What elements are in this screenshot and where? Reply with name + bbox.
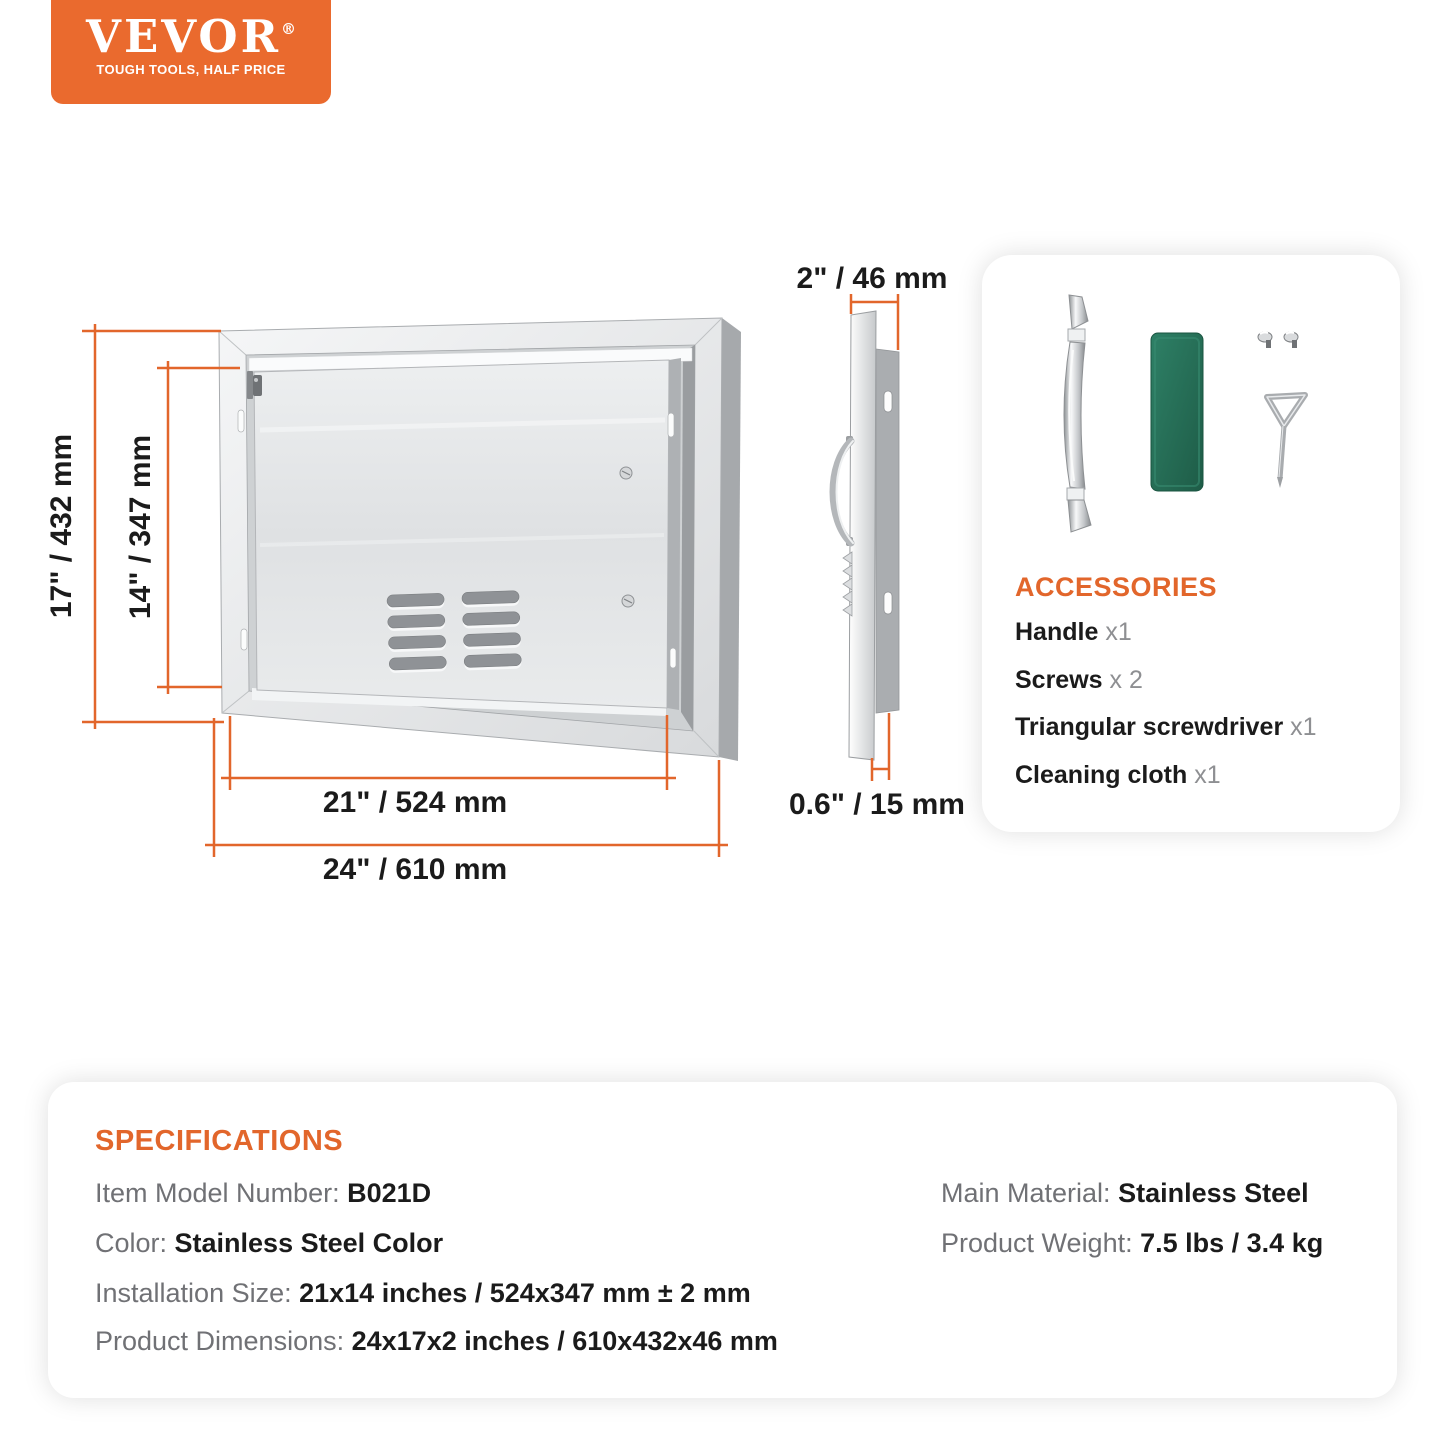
panel-sheen xyxy=(260,535,664,545)
door-outer-frame xyxy=(219,318,722,757)
vevor-logo-tagline: TOUGH TOOLS, HALF PRICE xyxy=(96,62,286,77)
handle-icon xyxy=(1064,295,1091,532)
spec-value: Stainless Steel xyxy=(1118,1178,1309,1208)
spec-row-installation-size xyxy=(95,1278,751,1309)
dim-line-outer-height xyxy=(82,324,224,729)
specifications-card xyxy=(48,1082,1397,1398)
accessory-name: Cleaning cloth xyxy=(1015,761,1188,789)
door-side-view xyxy=(833,311,899,760)
spec-row-product-dimensions xyxy=(95,1326,778,1357)
flange-slots xyxy=(884,391,892,614)
dim-label-outer-width: 24" / 610 mm xyxy=(322,853,508,886)
accessory-qty: x1 xyxy=(1194,761,1221,789)
vent-slots xyxy=(387,591,522,674)
spec-label: Item Model Number: xyxy=(95,1178,348,1208)
dim-line-outer-width xyxy=(205,718,728,857)
side-vent-louvers xyxy=(843,552,852,616)
dim-label-inner-width: 21" / 524 mm xyxy=(322,786,508,819)
side-handle xyxy=(833,436,853,546)
dim-line-depth xyxy=(851,294,898,350)
door-panel-edge xyxy=(667,358,681,710)
door-recess xyxy=(246,345,695,731)
spec-value: B021D xyxy=(347,1178,432,1208)
dimension-lines xyxy=(82,294,898,857)
registered-trademark-symbol: ® xyxy=(280,20,296,38)
accessories-icons xyxy=(982,255,1400,832)
panel-screws xyxy=(620,467,634,607)
spec-value: Stainless Steel Color xyxy=(174,1228,444,1258)
spec-row-product-weight xyxy=(941,1228,1323,1259)
spec-row-color xyxy=(95,1228,443,1259)
dim-label-outer-height: 17" / 432 mm xyxy=(45,433,78,619)
dim-label-depth: 2" / 46 mm xyxy=(796,262,948,295)
spec-label: Product Weight: xyxy=(941,1228,1141,1258)
accessory-name: Screws xyxy=(1015,666,1103,694)
accessory-item-handle xyxy=(1015,618,1132,647)
accessory-qty: x1 xyxy=(1290,713,1317,741)
vevor-logo xyxy=(51,0,331,104)
spec-row-main-material xyxy=(941,1178,1309,1209)
screws-icon xyxy=(1258,332,1298,348)
accessory-item-screws xyxy=(1015,666,1143,695)
frame-miter-joints xyxy=(219,318,722,757)
accessory-qty: x 2 xyxy=(1109,666,1143,694)
dim-label-flange-offset: 0.6" / 15 mm xyxy=(789,788,965,821)
accessories-title: ACCESSORIES xyxy=(1015,572,1218,602)
triangular-screwdriver-icon xyxy=(1267,395,1305,488)
recess-right-wall xyxy=(681,345,695,731)
accessory-item-cloth xyxy=(1015,761,1221,790)
dim-line-inner-height xyxy=(157,361,240,694)
accessory-name: Handle xyxy=(1015,618,1099,646)
spec-value: 21x14 inches / 524x347 mm ± 2 mm xyxy=(299,1278,751,1308)
spec-label: Color: xyxy=(95,1228,175,1258)
door-bottom-rail xyxy=(252,688,666,716)
specifications-title: SPECIFICATIONS xyxy=(95,1125,344,1157)
accessory-item-screwdriver xyxy=(1015,713,1317,742)
spec-label: Main Material: xyxy=(941,1178,1119,1208)
door-panel xyxy=(254,360,669,708)
vevor-logo-text: VEVOR xyxy=(86,10,281,63)
vevor-logo-wordmark xyxy=(51,10,331,63)
mounting-flange xyxy=(876,349,899,713)
frame-mounting-slots xyxy=(238,410,676,668)
spec-label: Product Dimensions: xyxy=(95,1326,352,1356)
door-frame-side-face xyxy=(719,318,741,761)
dim-label-inner-height: 14" / 347 mm xyxy=(124,434,157,620)
spec-value: 7.5 lbs / 3.4 kg xyxy=(1140,1228,1324,1258)
spec-label: Installation Size: xyxy=(95,1278,300,1308)
accessories-card xyxy=(982,255,1400,832)
cleaning-cloth-icon xyxy=(1151,333,1203,491)
door-top-rail xyxy=(249,348,692,371)
door-front-view xyxy=(219,318,741,761)
spec-value: 24x17x2 inches / 610x432x46 mm xyxy=(351,1326,778,1356)
door-side-profile xyxy=(849,311,876,760)
spec-row-model xyxy=(95,1178,431,1209)
accessory-qty: x1 xyxy=(1105,618,1132,646)
dim-line-inner-width xyxy=(221,715,676,790)
panel-sheen xyxy=(260,420,665,430)
dim-line-flange-offset xyxy=(871,713,890,781)
accessory-name: Triangular screwdriver xyxy=(1015,713,1284,741)
hinge xyxy=(247,371,262,399)
